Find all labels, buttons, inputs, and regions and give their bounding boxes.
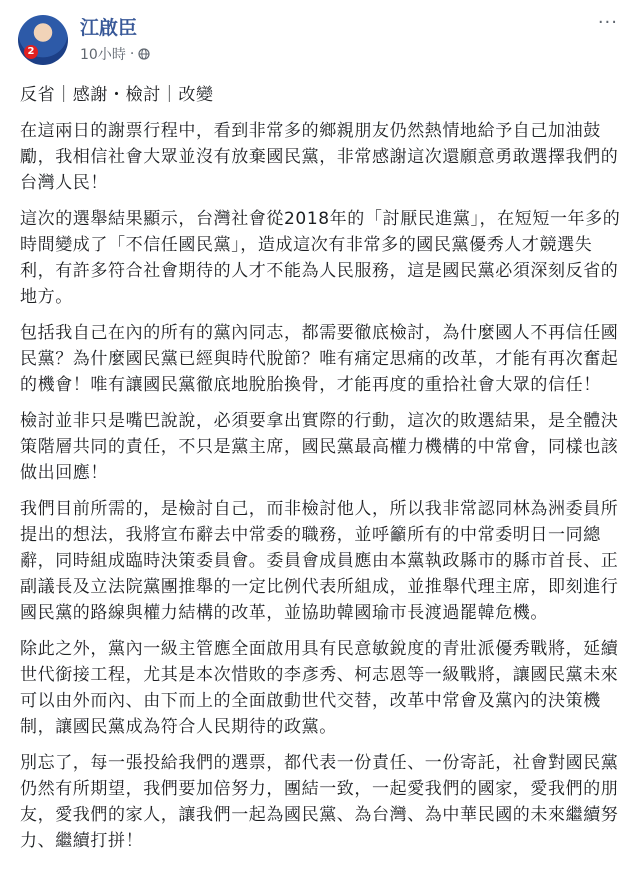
post-paragraph: 別忘了，每一張投給我們的選票，都代表一份責任、一份寄託，社會對國民黨仍然有所期望，我們要加倍努力，團結一致，一起愛我們的國家，愛我們的朋友，愛我們的家人，讓我們一起為國民黨、為台灣、為中華民國的未來繼續努力、繼續打拼！ <box>20 753 619 851</box>
post-paragraph: 檢討並非只是嘴巴說說，必須要拿出實際的行動，這次的敗選結果，是全體決策階層共同的責任，不只是黨主席，國民黨最高權力機構的中常會，同樣也該做出回應！ <box>20 411 619 483</box>
avatar-number-badge: 2 <box>24 45 38 59</box>
post-heading: 反省｜感謝・檢討｜改變 <box>20 85 214 105</box>
separator-dot: · <box>129 46 135 62</box>
post-header <box>18 10 622 70</box>
post-meta <box>80 16 150 64</box>
post-paragraph: 包括我自己在內的所有的黨內同志，都需要徹底檢討，為什麼國人不再信任國民黨？為什麼國民黨已經與時代脫節？唯有痛定思痛的改革，才能有再次奮起的機會！唯有讓國民黨徹底地脫胎換骨，才能再度的重拾社會大眾的信任！ <box>20 323 619 395</box>
more-options-icon[interactable]: ··· <box>597 12 618 33</box>
timestamp[interactable]: 10小時 <box>80 47 126 63</box>
post-paragraph: 除此之外，黨內一級主管應全面啟用具有民意敏銳度的青壯派優秀戰將，延續世代銜接工程，尤其是本次惜敗的李彥秀、柯志恩等一級戰將，讓國民黨未來可以由外而內、由下而上的全面啟動世代交替，改革中常會及黨內的決策機制，讓國民黨成為符合人民期待的政黨。 <box>20 639 619 737</box>
author-name[interactable]: 江啟臣 <box>80 17 138 39</box>
post-paragraph: 這次的選舉結果顯示，台灣社會從2018年的「討厭民進黨」，在短短一年多的時間變成了「不信任國民黨」，造成這次有非常多的國民黨優秀人才競選失利，有許多符合社會期待的人才不能為人民服務，這是國民黨必須深刻反省的地方。 <box>20 209 621 307</box>
post-paragraph: 在這兩日的謝票行程中，看到非常多的鄉親朋友仍然熱情地給予自己加油鼓勵，我相信社會大眾並沒有放棄國民黨，非常感謝這次還願意勇敢選擇我們的台灣人民！ <box>20 121 619 193</box>
post-body <box>18 82 622 854</box>
avatar[interactable] <box>18 15 68 65</box>
timestamp-row <box>80 44 150 64</box>
post-paragraph: 我們目前所需的，是檢討自己，而非檢討他人，所以我非常認同林為洲委員所提出的想法，我將宣布辭去中常委的職務，並呼籲所有的中常委明日一同總辭，同時組成臨時決策委員會。委員會成員應由本黨執政縣市的縣市首長、正副議長及立法院黨團推舉的一定比例代表所組成，並推舉代理主席，即刻進行國民黨的路線與權力結構的改革，並協助韓國瑜市長渡過罷韓危機。 <box>20 499 619 623</box>
globe-icon[interactable] <box>138 48 150 60</box>
